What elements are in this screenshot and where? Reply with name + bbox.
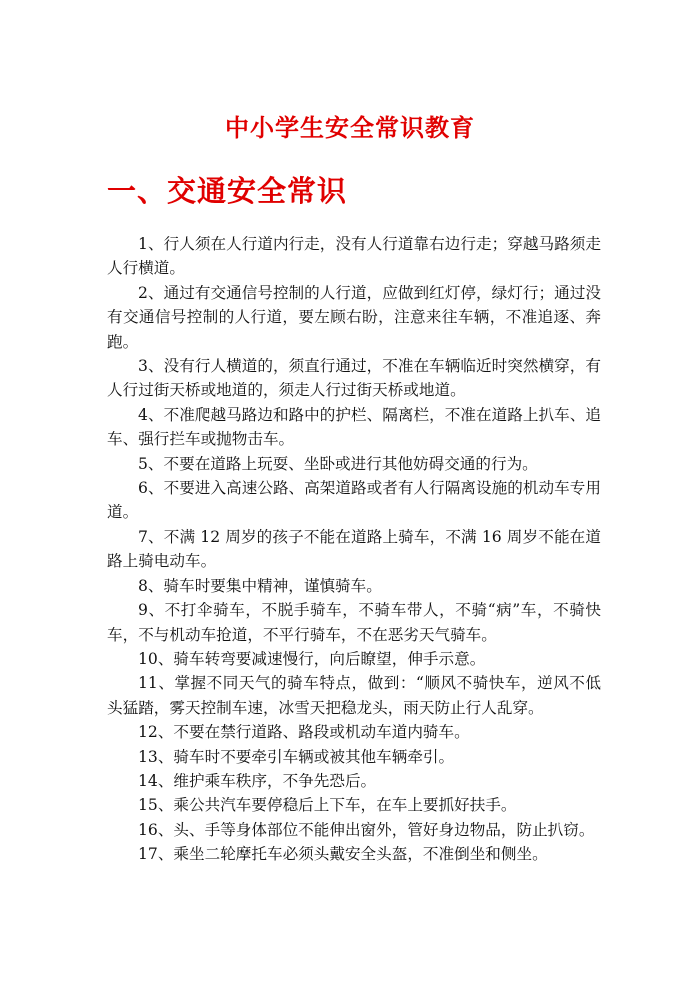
list-item: 15、乘公共汽车要停稳后上下车，在车上要抓好扶手。 — [138, 796, 517, 815]
list-item: 11、掌握不同天气的骑车特点，做到：“顺风不骑快车，逆风不低头猛踏，雾天控制车速，冰雪天把稳龙头，雨天防止行人乱穿。 — [107, 674, 601, 717]
list-item: 9、不打伞骑车，不脱手骑车，不骑车带人，不骑“病”车，不骑快车，不与机动车抢道，不平行骑车，不在恶劣天气骑车。 — [107, 601, 601, 644]
list-item: 10、骑车转弯要减速慢行，向后瞭望，伸手示意。 — [138, 649, 486, 668]
list-item: 4、不准爬越马路边和路中的护栏、隔离栏，不准在道路上扒车、追车、强行拦车或抛物击车。 — [107, 405, 601, 449]
list-item: 1、行人须在人行道内行走，没有人行道靠右边行走；穿越马路须走人行横道。 — [107, 235, 601, 278]
list-item: 7、不满 12 周岁的孩子不能在道路上骑车，不满 16 周岁不能在道路上骑电动车。 — [107, 527, 601, 571]
list-item: 14、维护乘车秩序，不争先恐后。 — [138, 771, 377, 790]
document-title: 中小学生安全常识教育 — [225, 114, 475, 142]
list-item: 3、没有行人横道的，须直行通过，不准在车辆临近时突然横穿，有人行过街天桥或地道的，须走人行过街天桥或地道。 — [107, 357, 601, 400]
list-item: 8、骑车时要集中精神，谨慎骑车。 — [138, 576, 382, 595]
list-item: 16、头、手等身体部位不能伸出窗外，管好身边物品，防止扒窃。 — [138, 820, 595, 839]
list-item: 2、通过有交通信号控制的人行道，应做到红灯停，绿灯行；通过没有交通信号控制的人行道，要左顾右盼，注意来往车辆，不准追逐、奔跑。 — [107, 283, 601, 351]
section-heading: 一、交通安全常识 — [107, 174, 348, 208]
list-item: 17、乘坐二轮摩托车必须头戴安全头盔，不准倒坐和侧坐。 — [138, 845, 548, 864]
list-item: 5、不要在道路上玩耍、坐卧或进行其他妨碍交通的行为。 — [138, 454, 538, 473]
rules-list — [107, 232, 601, 867]
list-item: 6、不要进入高速公路、高架道路或者有人行隔离设施的机动车专用道。 — [107, 479, 601, 522]
list-item: 12、不要在禁行道路、路段或机动车道内骑车。 — [138, 723, 470, 742]
list-item: 13、骑车时不要牵引车辆或被其他车辆牵引。 — [138, 747, 455, 766]
